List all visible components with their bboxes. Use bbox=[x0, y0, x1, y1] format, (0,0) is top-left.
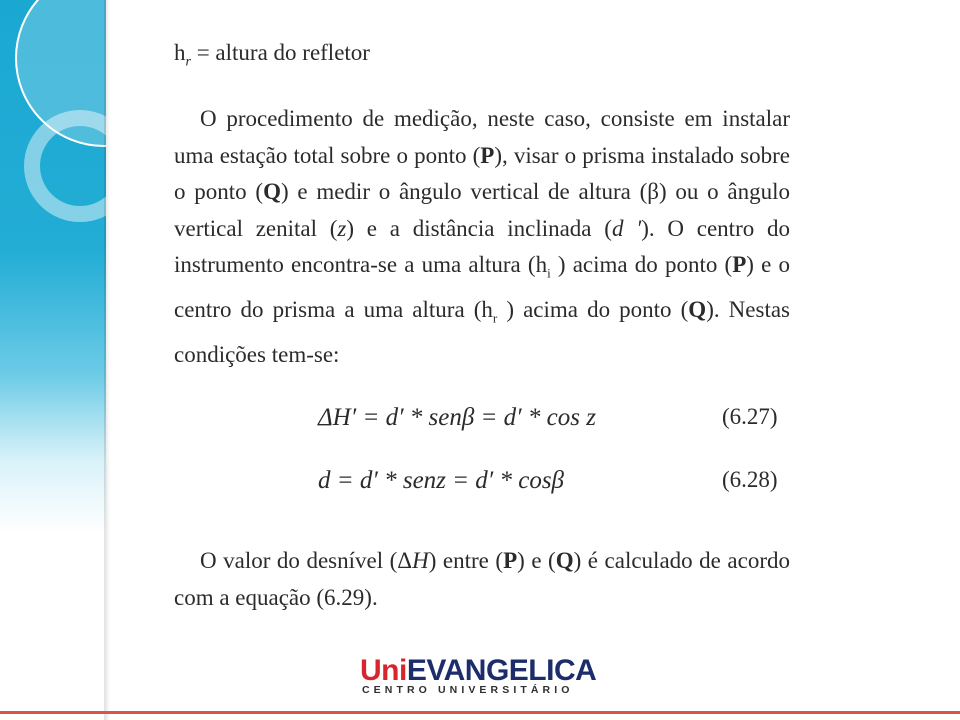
text-run: ) acima do ponto ( bbox=[497, 297, 689, 323]
text-run: ) e o centro do prisma a uma altura (h bbox=[174, 252, 790, 323]
point-p: P bbox=[480, 142, 495, 168]
logo-wordmark bbox=[360, 654, 596, 688]
conclusion-paragraph bbox=[174, 543, 790, 616]
text-run: O procedimento de medição, neste caso, consiste em instalar uma estação total sobre o ponto ( bbox=[174, 106, 790, 168]
equation-6-27: ΔH′ = d′ * senβ = d′ * cos z bbox=[318, 404, 596, 431]
procedure-paragraph bbox=[174, 101, 790, 374]
definition-line bbox=[174, 38, 370, 78]
point-q: Q bbox=[263, 179, 281, 204]
bottom-divider bbox=[0, 711, 960, 714]
logo-subtitle: CENTRO UNIVERSITÁRIO bbox=[362, 684, 574, 696]
equation-number-6-27: (6.27) bbox=[722, 404, 778, 429]
text-run: ) acima do ponto ( bbox=[550, 252, 733, 277]
text-run: ) e a distância inclinada ( bbox=[346, 215, 612, 241]
text-run: ) entre ( bbox=[428, 548, 504, 573]
point-q: Q bbox=[555, 548, 574, 573]
equation-6-28: d = d′ * senz = d′ * cosβ bbox=[318, 467, 565, 494]
symbol-z: z bbox=[337, 215, 347, 241]
text-run: ). O centro do instrumento encontra-se a uma altura (h bbox=[174, 215, 790, 277]
logo-evangelica: EVANGELICA bbox=[406, 654, 597, 687]
subscript-r: r bbox=[185, 54, 191, 70]
symbol-h: H bbox=[412, 548, 429, 573]
text-run: O valor do desnível (Δ bbox=[200, 548, 413, 573]
point-q: Q bbox=[688, 297, 707, 323]
logo-uni: Uni bbox=[360, 654, 407, 687]
text-run: ) e medir o ângulo vertical de altura (β) ou o ângulo vertical zenital ( bbox=[174, 179, 790, 241]
unievangelica-logo bbox=[360, 654, 600, 696]
equation-number-6-28: (6.28) bbox=[722, 467, 778, 492]
definition-text: = altura do refletor bbox=[190, 40, 370, 65]
text-run: ), visar o prisma instalado sobre o ponto ( bbox=[174, 142, 790, 204]
point-p: P bbox=[732, 252, 747, 277]
subscript-r: r bbox=[492, 310, 498, 326]
text-run: ) é calculado de acordo com a equação (6.29). bbox=[174, 548, 790, 610]
point-p: P bbox=[503, 548, 518, 573]
subscript-i: i bbox=[547, 265, 551, 281]
symbol-h: h bbox=[174, 40, 186, 65]
text-run: ). Nestas condições tem-se: bbox=[174, 297, 790, 368]
text-run: ) e ( bbox=[517, 548, 556, 573]
symbol-d-prime: d ′ bbox=[611, 215, 642, 241]
